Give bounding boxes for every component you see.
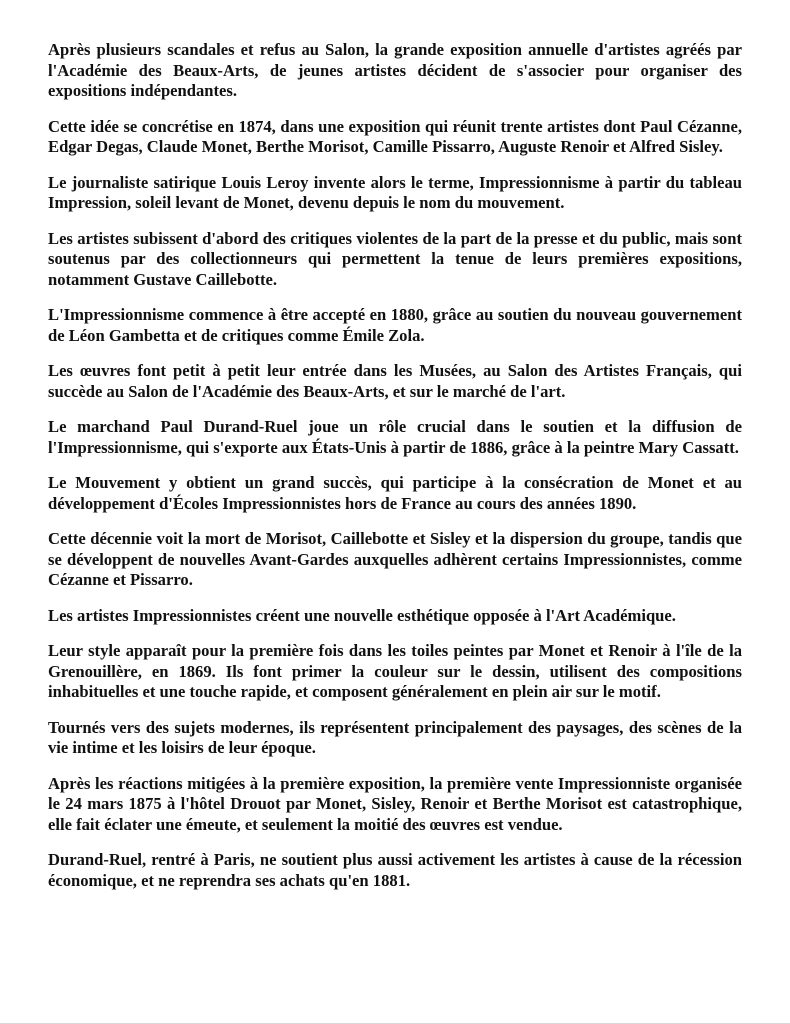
paragraph-first-sale: Après les réactions mitigées à la première exposition, la première vente Impressionniste organisée le 24 mars 1875 à l'hôtel Drouot par Monet, Sisley, Renoir et Berthe Morisot est catastrophique, elle fait éclater une émeute, et seulement la moitié des œuvres est vendue. (48, 773, 742, 834)
paragraph-critics-collectors: Les artistes subissent d'abord des critiques violentes de la part de la presse et du public, mais sont soutenus par des collectionneurs qui permettent la tenue de leurs premières expositions, notamment Gustave Caillebotte. (48, 228, 742, 289)
paragraph-louis-leroy: Le journaliste satirique Louis Leroy invente alors le terme, Impressionnisme à partir du tableau Impression, soleil levant de Monet, devenu depuis le nom du mouvement. (48, 172, 742, 212)
paragraph-1874-exhibition: Cette idée se concrétise en 1874, dans une exposition qui réunit trente artistes dont Paul Cézanne, Edgar Degas, Claude Monet, Berthe Morisot, Camille Pissarro, Auguste Renoir et Alfred Sisley. (48, 116, 742, 156)
paragraph-new-aesthetic: Les artistes Impressionnistes créent une nouvelle esthétique opposée à l'Art Académique. (48, 605, 676, 625)
paragraph-modern-subjects: Tournés vers des sujets modernes, ils représentent principalement des paysages, des scènes de la vie intime et les loisirs de leur époque. (48, 717, 742, 757)
paragraph-museums: Les œuvres font petit à petit leur entrée dans les Musées, au Salon des Artistes Français, qui succède au Salon de l'Académie des Beaux-Arts, et sur le marché de l'art. (48, 361, 742, 401)
paragraph-recession: Durand-Ruel, rentré à Paris, ne soutient plus aussi activement les artistes à cause de la récession économique, et ne reprendra ses achats qu'en 1881. (48, 850, 742, 890)
paragraph-style: Leur style apparaît pour la première fois dans les toiles peintes par Monet et Renoir à l'île de la Grenouillère, en 1869. Ils font primer la couleur sur le dessin, utilisent des compositions inhabituelles et une touche rapide, et composent généralement en plein air sur le motif. (48, 641, 742, 701)
paragraph-success: Le Mouvement y obtient un grand succès, qui participe à la consécration de Monet et au développement d'Écoles Impressionnistes hors de France au cours des années 1890. (48, 473, 742, 513)
paragraph-decade: Cette décennie voit la mort de Morisot, Caillebotte et Sisley et la dispersion du groupe, tandis que se développent de nouvelles Avant-Gardes auxquelles adhèrent certains Impressionnistes, comme Cézanne et Pissarro. (48, 529, 742, 589)
paragraph-acceptance-1880: L'Impressionnisme commence à être accepté en 1880, grâce au soutien du nouveau gouvernement de Léon Gambetta et de critiques comme Émile Zola. (48, 305, 742, 345)
paragraph-durand-ruel: Le marchand Paul Durand-Ruel joue un rôle crucial dans le soutien et la diffusion de l'Impressionnisme, qui s'exporte aux États-Unis à partir de 1886, grâce à la peintre Mary Cassatt. (48, 417, 742, 457)
document-page (48, 40, 742, 906)
paragraph-salon-scandals: Après plusieurs scandales et refus au Salon, la grande exposition annuelle d'artistes agréés par l'Académie des Beaux-Arts, de jeunes artistes décident de s'associer pour organiser des expositions indépendantes. (48, 40, 742, 100)
